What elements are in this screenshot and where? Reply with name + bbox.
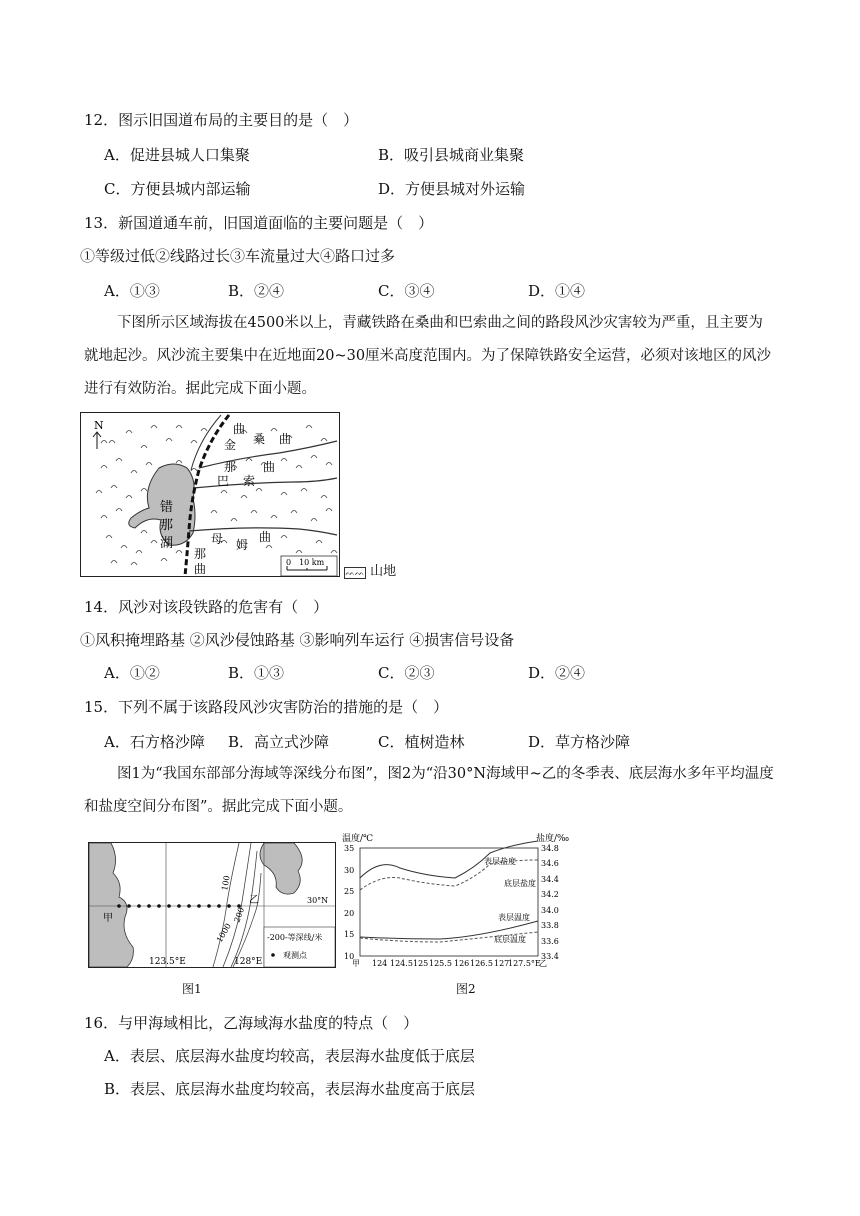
rivers [189, 441, 337, 535]
q13-option-b[interactable]: B．②④ [228, 282, 285, 300]
figure-1-caption: 图1 [182, 982, 202, 996]
fig1-lat: 30°N [307, 896, 329, 905]
q14-option-d[interactable]: D．②④ [528, 664, 586, 682]
railway-map-svg [81, 413, 339, 576]
x-tick: 124 [372, 959, 388, 968]
q14-option-b[interactable]: B．①③ [228, 664, 285, 682]
scale-label: 0 10 km [286, 558, 325, 567]
island-landmass [260, 843, 302, 894]
fig1-legend-point: 观测点 [283, 951, 307, 960]
y-right-tick: 34.0 [541, 906, 559, 915]
railway-map [80, 412, 340, 577]
y-left-tick: 25 [344, 887, 355, 896]
q15-option-c[interactable]: C．植树造林 [378, 733, 465, 751]
mumu-label-qu: 曲 [259, 530, 272, 544]
y-left-tick: 15 [344, 930, 355, 939]
sangqu-label-sang: 桑 [253, 432, 266, 446]
q15-option-b[interactable]: B．高立式沙障 [228, 733, 330, 751]
x-tick: 127.5°E [508, 959, 541, 968]
y-left-tick: 10 [344, 952, 355, 961]
x-tick: 125 [413, 959, 429, 968]
lake-label-1: 错 [160, 500, 174, 515]
basuo-label-qu: 曲 [263, 460, 276, 474]
figure-2-chart [340, 830, 580, 968]
x-ticks [352, 959, 547, 968]
x-tick: 125.5 [429, 959, 452, 968]
na-label-1: 那 [224, 460, 237, 474]
x-tick: 124.5 [390, 959, 413, 968]
mumu-label-mu: 母 [211, 532, 224, 546]
fig1-lon-1: 123.5°E [149, 957, 186, 967]
y-left-tick: 20 [344, 909, 355, 918]
y-right-tick: 33.4 [541, 952, 559, 961]
x-tick: 126.5 [470, 959, 493, 968]
y-right-tick: 33.6 [541, 937, 559, 946]
q16-option-a[interactable]: A．表层、底层海水盐度均较高，表层海水盐度低于底层 [104, 1047, 475, 1065]
contour-label-100: 100 [220, 874, 232, 892]
y-right-tick: 34.4 [541, 875, 559, 884]
mumu-label-mu2: 姆 [236, 538, 249, 552]
y-right-tick: 34.8 [541, 844, 559, 853]
jin-label: 金 [224, 438, 237, 452]
y-right-ticks [541, 844, 559, 961]
q13-stem: 13．新国道通车前，旧国道面临的主要问题是（ ） [84, 214, 434, 232]
q12-option-b[interactable]: B．吸引县城商业集聚 [378, 146, 525, 164]
figure-2-caption: 图2 [456, 982, 476, 996]
passage-ocean: 图1为“我国东部部分海域等深线分布图”，图2为“沿30°N海域甲~乙的冬季表、底层海水多年平均温度和盐度空间分布图”。据此完成下面小题。 [84, 766, 774, 815]
na-label-2: 那 [194, 547, 207, 561]
q13-option-a[interactable]: A．①③ [104, 282, 160, 300]
y-left-tick: 35 [344, 844, 355, 853]
north-arrow-icon [93, 432, 101, 449]
contour-label-1000: 1000 [214, 921, 233, 944]
q15-option-a[interactable]: A．石方格沙障 [104, 733, 205, 751]
fig1-yi: 乙 [249, 895, 259, 906]
lake-label-2: 那 [160, 518, 174, 533]
basuo-label-ba: 巴 [217, 474, 230, 488]
q16-option-b[interactable]: B．表层、底层海水盐度均较高，表层海水盐度高于底层 [104, 1080, 476, 1098]
q12-option-c[interactable]: C．方便县城内部运输 [104, 180, 251, 198]
sangqu-label-qu2: 曲 [279, 432, 292, 446]
fig1-legend-contour: -200-等深线/米 [267, 933, 323, 942]
y-right-tick: 33.8 [541, 921, 559, 930]
x-tick: 126 [454, 959, 470, 968]
q12-option-a[interactable]: A．促进县城人口集聚 [104, 146, 250, 164]
lake-label-3: 湖 [160, 536, 174, 551]
sangqu-label-qu: 曲 [233, 422, 246, 436]
q12-option-d[interactable]: D．方便县城对外运输 [378, 180, 526, 198]
figure-2-svg [340, 830, 580, 968]
fig1-jia: 甲 [103, 913, 113, 924]
q13-option-c[interactable]: C．③④ [378, 282, 435, 300]
qu-label-bottom: 曲 [194, 562, 207, 576]
contour-label-200: 200 [232, 906, 247, 924]
q14-option-c[interactable]: C．②③ [378, 664, 435, 682]
right-axis-title: 盐度/‰ [536, 834, 570, 844]
q15-stem: 15．下列不属于该路段风沙灾害防治的措施的是（ ） [84, 698, 449, 716]
y-left-tick: 30 [344, 866, 355, 875]
label-bottom-salinity: 底层盐度 [504, 879, 536, 888]
y-right-tick: 34.6 [541, 859, 559, 868]
x-start-label: 甲 [352, 959, 360, 968]
fig1-lon-2: 128°E [234, 957, 263, 967]
q13-statements: ①等级过低②线路过长③车流量过大④路口过多 [80, 247, 396, 265]
label-bottom-temp: 底层温度 [494, 935, 526, 944]
y-right-tick: 34.2 [541, 890, 559, 899]
q14-statements: ①风积掩埋路基 ②风沙侵蚀路基 ③影响列车运行 ④损害信号设备 [80, 631, 515, 649]
x-tick: 127 [494, 959, 510, 968]
north-label: N [94, 419, 104, 432]
y-left-ticks [344, 844, 354, 961]
figure-1-svg [89, 843, 335, 967]
highway-line [191, 415, 221, 470]
left-axis-title: 温度/℃ [342, 834, 374, 844]
x-end-label: 乙 [539, 959, 547, 968]
q14-option-a[interactable]: A．①② [104, 664, 160, 682]
label-surface-salinity: 表层盐度 [484, 857, 516, 866]
figure-1-map [88, 842, 336, 968]
q16-stem: 16．与甲海域相比，乙海域海水盐度的特点（ ） [84, 1014, 419, 1032]
label-surface-temp: 表层温度 [498, 913, 530, 922]
mountain-legend-icon: ᨓᨓ [345, 568, 365, 577]
basuo-label-suo: 索 [243, 474, 256, 488]
passage-wind-sand: 下图所示区域海拔在4500米以上，青藏铁路在桑曲和巴索曲之间的路段风沙灾害较为严重，且主要为就地起沙。风沙流主要集中在近地面20~30厘米高度范围内。为了保障铁路安全运营，必须对该地区的风沙进行有效防治。据此完成下面小题。 [84, 315, 772, 397]
q12-stem: 12．图示旧国道布局的主要目的是（ ） [84, 111, 359, 129]
q14-stem: 14．风沙对该段铁路的危害有（ ） [84, 598, 329, 616]
legend-point-icon [271, 953, 275, 957]
q15-option-d[interactable]: D．草方格沙障 [528, 733, 631, 751]
mainland-coast [89, 843, 133, 967]
legend-mountain-label: 山地 [370, 564, 397, 579]
legend-mountain [344, 562, 396, 582]
q13-option-d[interactable]: D．①④ [528, 282, 586, 300]
